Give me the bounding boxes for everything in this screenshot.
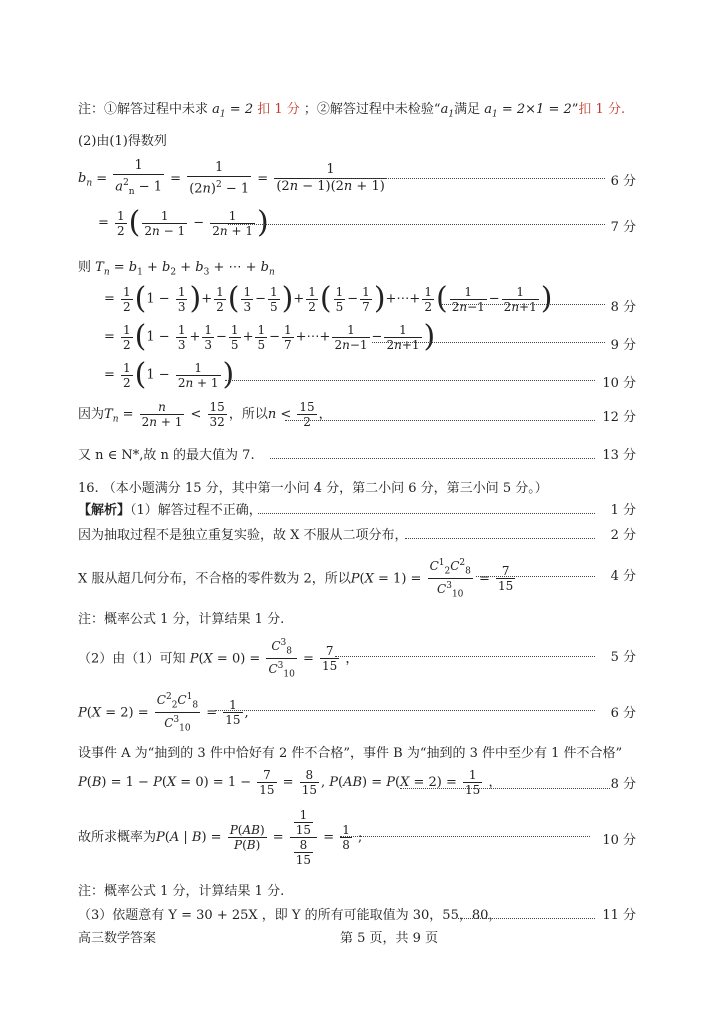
score-mark: 10 分 [602,376,636,391]
score-mark: 1 分 [610,503,636,518]
note-grading-1: 注：①解答过程中未求 $a_1 = 2$ 扣 1 分 ；②解答过程中未检验“$a_1$满足 $a_1 = 2\times 1 = 2$”扣 1 分. [78,102,626,120]
page-number: 第 5 页，共 9 页 [340,931,439,946]
score-mark: 7 分 [610,220,636,235]
footer-title: 高三数学答案 [78,931,157,946]
formula-tn-sum: 则 $T_n = b_1 + b_2 + b_3$ + ⋯ + $b_n$ [78,260,275,278]
formula-bn-split: = $\frac{1}{2}$ ( $\frac{1}{2n - 1}$ − $\frac{1}{2n + 1}$ ) [98,205,269,240]
score-mark: 10 分 [602,833,636,848]
note-grading-3: 注：概率公式 1 分，计算结果 1 分. [78,884,285,899]
score-mark: 5 分 [610,650,636,665]
prob-b-line: P(B) = 1 − P(X = 0) = 1 − $\frac{7}{15}$ = $\frac{8}{15}$ , P(AB) = P(X = 2) = $\frac{1}{15}$ ， [78,768,502,797]
score-mark: 6 分 [610,174,636,189]
part3-line: （3）依题意有 Y = 30 + 25X ，即 Y 的所有可能取值为 30，55，80， [78,908,502,923]
formula-tn-expanded: = $\frac{1}{2}$ (1 − $\frac{1}{3}$ )+ $\frac{1}{2}$ ( $\frac{1}{3}$ − $\frac{1}{5}$ )+ $\frac{1}{2}$ ( $\frac{1}{5}$ − $\frac{1}{7}$ )+⋯+ $\frac{1}{2}$ ( $\frac{1}{2n-1}$ − $\frac{1}{2n+1}$ ) [104,281,553,316]
question-16-title: 16. （本小题满分 15 分，其中第一小问 4 分，第二小问 6 分，第三小问 5 分。） [78,481,548,496]
score-mark: 12 分 [602,410,636,425]
deduction-text: 扣 1 分. [578,102,626,117]
analysis-1: 【解析】（1）解答过程不正确， [78,503,262,518]
score-mark: 8 分 [610,777,636,792]
formula-tn-result: = $\frac{1}{2}$ (1 − $\frac{1}{2n + 1}$ ) [104,357,235,392]
prob-x2-line: P(X = 2) = $\frac{C^2_2C^1_8}{C^3_{10}}$ = $\frac{1}{15}$ , [78,692,249,734]
score-mark: 8 分 [610,300,636,315]
score-mark: 11 分 [602,908,636,923]
conditional-prob-line: 故所求概率为P(A | B) = $\frac{P(AB)}{P(B)}$ = $\frac{\frac{1}{15}}{\frac{8}{15}}$ = $\frac{1}{8}$ ; [78,808,363,867]
formula-tn-telescope: = $\frac{1}{2}$ (1 − $\frac{1}{3}$ + $\frac{1}{3}$ − $\frac{1}{5}$ + $\frac{1}{5}$ − $\frac{1}{7}$ +⋯+ $\frac{1}{2n-1}$ − $\frac{1}{2n+1}$ ) [104,319,436,354]
deduction-text: 扣 1 分 [257,102,300,117]
score-mark: 2 分 [610,528,636,543]
prob-x0-line: （2）由（1）可知 P(X = 0) = $\frac{C^3_8}{C^3_{10}}$ = $\frac{7}{15}$ ， [78,638,359,680]
score-mark: 4 分 [610,569,636,584]
score-mark: 9 分 [610,338,636,353]
score-mark: 13 分 [602,448,636,463]
reason-line: 因为抽取过程不是独立重复实验，故 X 不服从二项分布， [78,528,408,543]
part2-intro: (2)由(1)得数列 [78,134,167,149]
hypergeometric-line: X 服从超几何分布，不合格的零件数为 2，所以P(X = 1) = $\frac{C^1_2C^2_8}{C^3_{10}}$ = $\frac{7}{15}$ [78,558,514,600]
note-grading-2: 注：概率公式 1 分，计算结果 1 分. [78,612,285,627]
analysis-label: 【解析】 [78,503,131,518]
formula-bn: $b_n$ = $\frac{1}{a^2_n - 1}$ = $\frac{1}{(2n)^2 - 1}$ = $\frac{1}{(2n - 1)(2n + 1)}$ [78,158,385,197]
events-line: 设事件 A 为“抽到的 3 件中恰好有 2 件不合格”，事件 B 为“抽到的 3 件中至少有 1 件不合格” [78,746,623,761]
inequality-line: 因为$T_n$ = $\frac{n}{2n + 1}$ < $\frac{15}{32}$ ，所以n < $\frac{15}{2}$ ， [78,400,332,429]
conclusion-line: 又 n ∈ N*,故 n 的最大值为 7. [78,448,255,463]
score-mark: 6 分 [610,706,636,721]
